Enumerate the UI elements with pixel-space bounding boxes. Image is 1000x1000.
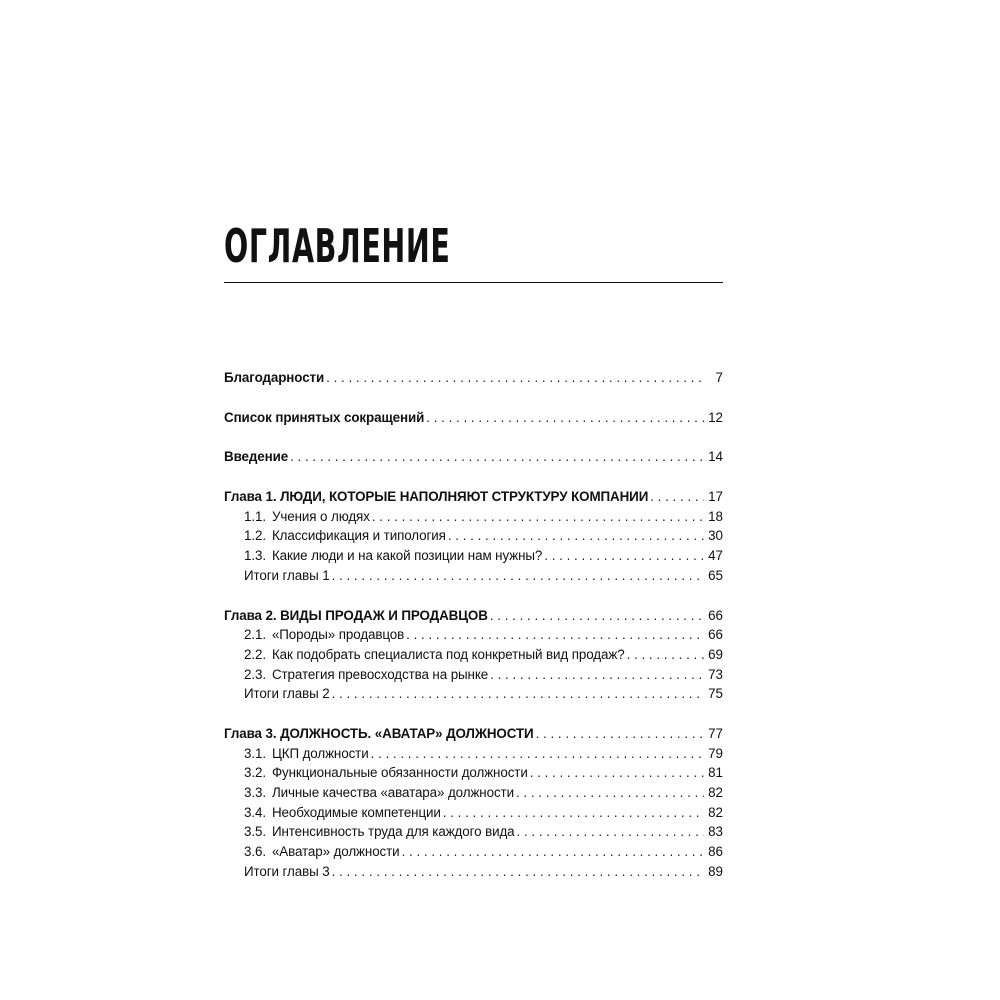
toc-group-introduction (224, 447, 723, 467)
toc-section[interactable] (224, 842, 723, 862)
dot-leader (371, 744, 705, 764)
toc-entry-acknowledgements[interactable] (224, 368, 723, 388)
toc-group-abbreviations (224, 408, 723, 428)
toc-entry-label: Итоги главы 1 (244, 567, 330, 583)
section-title: «Аватар» должности (271, 844, 400, 860)
toc-page-number: 75 (708, 686, 723, 702)
toc-entry-label: Итоги главы 2 (244, 686, 330, 702)
dot-leader (402, 842, 705, 862)
toc-entry-label (244, 546, 542, 566)
toc-section[interactable] (224, 526, 723, 546)
dot-leader (650, 487, 704, 507)
toc-entry-label (244, 625, 404, 645)
toc-chapter-2 (224, 606, 723, 704)
section-number: 3.6. (244, 844, 266, 860)
toc-entry-label (244, 665, 488, 685)
section-title: Учения о людях (271, 508, 370, 524)
toc-entry-label: Итоги главы 3 (244, 863, 330, 879)
toc-entry-label (244, 803, 441, 823)
dot-leader (443, 803, 704, 823)
section-number: 3.5. (244, 824, 266, 840)
section-title: Классификация и типология (271, 528, 446, 544)
toc-page-number: 30 (708, 528, 723, 544)
dot-leader (490, 606, 704, 626)
section-title: Как подобрать специалиста под конкретный вид продаж? (271, 646, 625, 662)
dot-leader (517, 822, 705, 842)
toc-page-number: 12 (708, 409, 723, 425)
toc-page-number: 83 (708, 824, 723, 840)
section-number: 1.1. (244, 508, 266, 524)
dot-leader (326, 368, 705, 388)
toc-page-number: 69 (708, 646, 723, 662)
toc-entry-abbreviations[interactable] (224, 408, 723, 428)
section-title: Стратегия превосходства на рынке (271, 666, 489, 682)
dot-leader (530, 763, 704, 783)
toc-entry-label (244, 783, 514, 803)
toc-chapter-summary[interactable] (224, 566, 723, 586)
section-number: 3.1. (244, 745, 266, 761)
page-title: ОГЛАВЛЕНИЕ (224, 219, 451, 273)
section-title: Необходимые компетенции (271, 804, 441, 820)
toc-page-number: 14 (708, 449, 723, 465)
dot-leader (536, 724, 705, 744)
toc-entry-label (244, 645, 625, 665)
toc-section[interactable] (224, 803, 723, 823)
toc-page-number: 18 (708, 508, 723, 524)
toc-section[interactable] (224, 744, 723, 764)
toc-section[interactable] (224, 783, 723, 803)
toc-page-number: 65 (708, 567, 723, 583)
dot-leader (490, 665, 704, 685)
toc-group-acknowledgements (224, 368, 723, 388)
title-divider (224, 282, 723, 283)
dot-leader (332, 862, 704, 882)
section-number: 2.2. (244, 646, 266, 662)
dot-leader (448, 526, 704, 546)
table-of-contents (224, 368, 723, 881)
toc-chapter-3 (224, 724, 723, 882)
toc-entry-label: Глава 1. ЛЮДИ, КОТОРЫЕ НАПОЛНЯЮТ СТРУКТУРУ КОМПАНИИ (224, 489, 649, 505)
toc-page-number: 79 (708, 745, 723, 761)
toc-page-number: 77 (708, 725, 723, 741)
dot-leader (406, 625, 704, 645)
dot-leader (544, 546, 704, 566)
section-title: «Породы» продавцов (271, 627, 405, 643)
toc-entry-label (244, 822, 515, 842)
section-number: 3.2. (244, 765, 266, 781)
toc-page-number: 73 (708, 666, 723, 682)
section-number: 2.3. (244, 666, 266, 682)
section-title: Личные качества «аватара» должности (271, 785, 514, 800)
toc-section[interactable] (224, 763, 723, 783)
toc-entry-label: Благодарности (224, 370, 325, 385)
toc-page-number: 81 (708, 765, 723, 781)
toc-entry-label (244, 763, 528, 783)
toc-entry-label: Список принятых сокращений (224, 409, 425, 425)
toc-entry-label: Введение (224, 449, 289, 465)
toc-section[interactable] (224, 546, 723, 566)
toc-chapter-heading[interactable] (224, 487, 723, 507)
dot-leader (372, 507, 704, 527)
toc-entry-label (244, 507, 370, 527)
dot-leader (426, 408, 704, 428)
dot-leader (516, 783, 704, 803)
toc-entry-introduction[interactable] (224, 447, 723, 467)
toc-section[interactable] (224, 822, 723, 842)
toc-section[interactable] (224, 645, 723, 665)
section-title: ЦКП должности (271, 745, 369, 761)
toc-page-number: 89 (708, 863, 723, 879)
toc-section[interactable] (224, 625, 723, 645)
toc-page-number: 17 (708, 489, 723, 505)
toc-chapter-1 (224, 487, 723, 585)
dot-leader (332, 684, 704, 704)
toc-section[interactable] (224, 507, 723, 527)
toc-entry-label (244, 744, 369, 764)
toc-chapter-summary[interactable] (224, 862, 723, 882)
section-number: 1.3. (244, 548, 266, 564)
dot-leader (627, 645, 705, 665)
section-number: 2.1. (244, 627, 266, 643)
toc-page-number: 66 (708, 627, 723, 643)
toc-page-number: 86 (708, 844, 723, 860)
toc-entry-label: Глава 2. ВИДЫ ПРОДАЖ И ПРОДАВЦОВ (224, 607, 488, 623)
toc-chapter-heading[interactable] (224, 724, 723, 744)
toc-page-number: 47 (708, 548, 723, 564)
section-title: Функциональные обязанности должности (271, 765, 528, 781)
toc-entry-label (244, 842, 400, 862)
section-title: Интенсивность труда для каждого вида (271, 824, 515, 840)
toc-chapter-summary[interactable] (224, 684, 723, 704)
toc-page-number: 7 (715, 370, 723, 385)
toc-entry-label (244, 526, 446, 546)
toc-page-number: 82 (708, 804, 723, 820)
section-number: 1.2. (244, 528, 266, 544)
toc-section[interactable] (224, 665, 723, 685)
toc-chapter-heading[interactable] (224, 606, 723, 626)
section-number: 3.4. (244, 804, 266, 820)
toc-page-number: 66 (708, 607, 723, 623)
section-number: 3.3. (244, 785, 266, 800)
section-title: Какие люди и на какой позиции нам нужны? (271, 548, 543, 564)
dot-leader (290, 447, 704, 467)
dot-leader (332, 566, 704, 586)
toc-page-number: 82 (708, 785, 723, 800)
toc-entry-label: Глава 3. ДОЛЖНОСТЬ. «АВАТАР» ДОЛЖНОСТИ (224, 725, 534, 741)
